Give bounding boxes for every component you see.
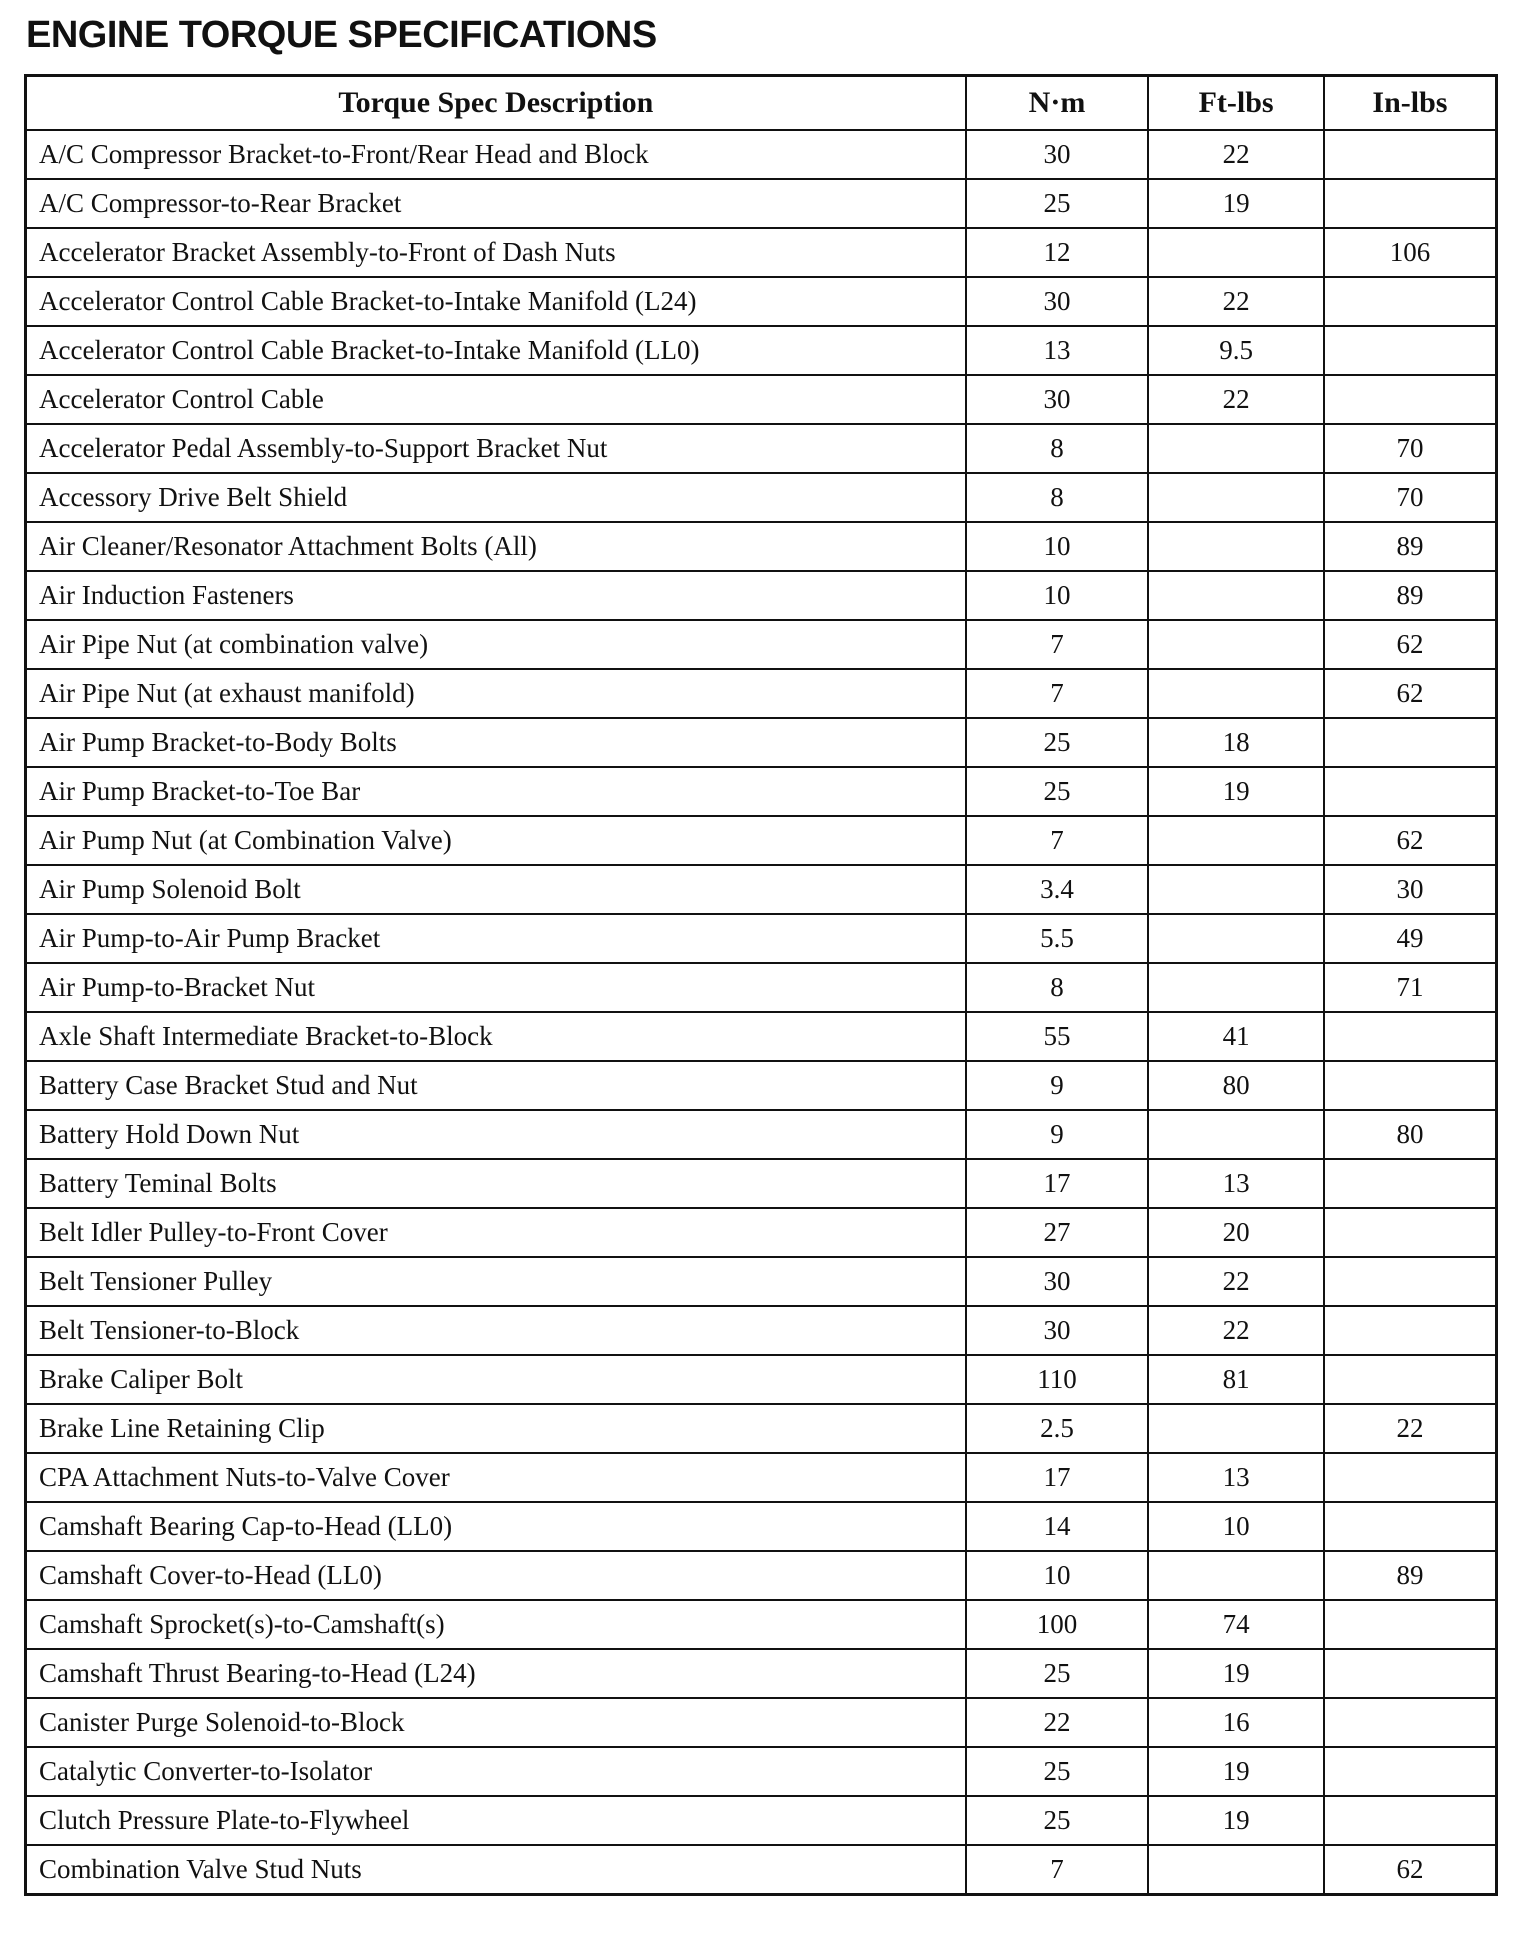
- cell-description: Accelerator Control Cable: [26, 375, 966, 424]
- cell-nm: 25: [966, 767, 1149, 816]
- header-row: [26, 76, 1497, 131]
- table-row: [26, 1306, 1497, 1355]
- cell-description: Camshaft Bearing Cap-to-Head (LL0): [26, 1502, 966, 1551]
- cell-ftlbs: 19: [1148, 1649, 1324, 1698]
- cell-description: Air Pump-to-Bracket Nut: [26, 963, 966, 1012]
- cell-inlbs: [1324, 1061, 1497, 1110]
- header-ftlbs: Ft-lbs: [1148, 76, 1324, 131]
- header-nm: N·m: [966, 76, 1149, 131]
- cell-ftlbs: 80: [1148, 1061, 1324, 1110]
- cell-ftlbs: [1148, 473, 1324, 522]
- cell-description: Accelerator Control Cable Bracket-to-Intake Manifold (LL0): [26, 326, 966, 375]
- cell-nm: 110: [966, 1355, 1149, 1404]
- cell-nm: 17: [966, 1453, 1149, 1502]
- table-row: [26, 228, 1497, 277]
- cell-nm: 10: [966, 522, 1149, 571]
- cell-description: Brake Line Retaining Clip: [26, 1404, 966, 1453]
- cell-description: Air Pipe Nut (at exhaust manifold): [26, 669, 966, 718]
- table-row: [26, 571, 1497, 620]
- cell-description: Belt Tensioner-to-Block: [26, 1306, 966, 1355]
- cell-inlbs: [1324, 718, 1497, 767]
- table-row: [26, 865, 1497, 914]
- page-title: ENGINE TORQUE SPECIFICATIONS: [26, 14, 657, 56]
- cell-nm: 25: [966, 1796, 1149, 1845]
- cell-nm: 5.5: [966, 914, 1149, 963]
- cell-inlbs: [1324, 1306, 1497, 1355]
- table-row: [26, 1600, 1497, 1649]
- cell-inlbs: [1324, 1355, 1497, 1404]
- cell-description: Belt Idler Pulley-to-Front Cover: [26, 1208, 966, 1257]
- table-row: [26, 1159, 1497, 1208]
- cell-inlbs: [1324, 375, 1497, 424]
- cell-ftlbs: 18: [1148, 718, 1324, 767]
- cell-nm: 8: [966, 473, 1149, 522]
- table-row: [26, 914, 1497, 963]
- cell-description: Axle Shaft Intermediate Bracket-to-Block: [26, 1012, 966, 1061]
- cell-ftlbs: 22: [1148, 1257, 1324, 1306]
- cell-description: Air Induction Fasteners: [26, 571, 966, 620]
- cell-nm: 25: [966, 1649, 1149, 1698]
- table-row: [26, 1355, 1497, 1404]
- cell-nm: 10: [966, 1551, 1149, 1600]
- cell-nm: 7: [966, 620, 1149, 669]
- cell-description: Camshaft Sprocket(s)-to-Camshaft(s): [26, 1600, 966, 1649]
- table-row: [26, 1404, 1497, 1453]
- cell-ftlbs: 22: [1148, 375, 1324, 424]
- cell-ftlbs: [1148, 424, 1324, 473]
- cell-description: Air Pipe Nut (at combination valve): [26, 620, 966, 669]
- cell-inlbs: 62: [1324, 816, 1497, 865]
- cell-ftlbs: [1148, 1551, 1324, 1600]
- cell-ftlbs: 22: [1148, 1306, 1324, 1355]
- table-row: [26, 375, 1497, 424]
- cell-nm: 7: [966, 1845, 1149, 1895]
- cell-inlbs: [1324, 1257, 1497, 1306]
- cell-ftlbs: [1148, 228, 1324, 277]
- cell-ftlbs: [1148, 1110, 1324, 1159]
- cell-inlbs: [1324, 1747, 1497, 1796]
- cell-description: Air Pump Bracket-to-Toe Bar: [26, 767, 966, 816]
- cell-ftlbs: 9.5: [1148, 326, 1324, 375]
- cell-ftlbs: 19: [1148, 767, 1324, 816]
- cell-nm: 2.5: [966, 1404, 1149, 1453]
- table-row: [26, 130, 1497, 179]
- table-row: [26, 767, 1497, 816]
- cell-description: Air Pump Bracket-to-Body Bolts: [26, 718, 966, 767]
- table-row: [26, 1649, 1497, 1698]
- cell-ftlbs: [1148, 620, 1324, 669]
- cell-description: Accelerator Pedal Assembly-to-Support Bracket Nut: [26, 424, 966, 473]
- table-row: [26, 326, 1497, 375]
- cell-nm: 100: [966, 1600, 1149, 1649]
- table-row: [26, 1208, 1497, 1257]
- table-row: [26, 1845, 1497, 1895]
- cell-nm: 30: [966, 1257, 1149, 1306]
- cell-nm: 30: [966, 375, 1149, 424]
- table-row: [26, 1747, 1497, 1796]
- cell-description: Clutch Pressure Plate-to-Flywheel: [26, 1796, 966, 1845]
- cell-inlbs: 80: [1324, 1110, 1497, 1159]
- cell-ftlbs: 41: [1148, 1012, 1324, 1061]
- table-row: [26, 1257, 1497, 1306]
- cell-inlbs: 89: [1324, 1551, 1497, 1600]
- cell-nm: 25: [966, 1747, 1149, 1796]
- cell-inlbs: 62: [1324, 669, 1497, 718]
- cell-ftlbs: [1148, 669, 1324, 718]
- cell-nm: 55: [966, 1012, 1149, 1061]
- cell-inlbs: [1324, 1159, 1497, 1208]
- cell-ftlbs: [1148, 1404, 1324, 1453]
- table-row: [26, 620, 1497, 669]
- cell-inlbs: [1324, 1600, 1497, 1649]
- cell-nm: 30: [966, 130, 1149, 179]
- cell-nm: 10: [966, 571, 1149, 620]
- cell-inlbs: 71: [1324, 963, 1497, 1012]
- table-row: [26, 473, 1497, 522]
- cell-nm: 9: [966, 1110, 1149, 1159]
- cell-inlbs: [1324, 1796, 1497, 1845]
- table-row: [26, 1453, 1497, 1502]
- cell-inlbs: 106: [1324, 228, 1497, 277]
- cell-inlbs: [1324, 1012, 1497, 1061]
- cell-description: Accelerator Bracket Assembly-to-Front of Dash Nuts: [26, 228, 966, 277]
- cell-ftlbs: 74: [1148, 1600, 1324, 1649]
- cell-inlbs: [1324, 326, 1497, 375]
- table-row: [26, 277, 1497, 326]
- table-row: [26, 669, 1497, 718]
- cell-ftlbs: 20: [1148, 1208, 1324, 1257]
- cell-inlbs: [1324, 1453, 1497, 1502]
- cell-ftlbs: 16: [1148, 1698, 1324, 1747]
- table-row: [26, 816, 1497, 865]
- cell-inlbs: 22: [1324, 1404, 1497, 1453]
- cell-description: A/C Compressor-to-Rear Bracket: [26, 179, 966, 228]
- cell-description: Canister Purge Solenoid-to-Block: [26, 1698, 966, 1747]
- cell-description: Catalytic Converter-to-Isolator: [26, 1747, 966, 1796]
- table-row: [26, 424, 1497, 473]
- cell-inlbs: [1324, 1649, 1497, 1698]
- cell-inlbs: 30: [1324, 865, 1497, 914]
- header-inlbs: In-lbs: [1324, 76, 1497, 131]
- table-row: [26, 963, 1497, 1012]
- cell-ftlbs: 81: [1148, 1355, 1324, 1404]
- cell-description: Brake Caliper Bolt: [26, 1355, 966, 1404]
- cell-nm: 7: [966, 669, 1149, 718]
- cell-nm: 3.4: [966, 865, 1149, 914]
- cell-inlbs: [1324, 1208, 1497, 1257]
- cell-nm: 25: [966, 718, 1149, 767]
- table-row: [26, 1110, 1497, 1159]
- table-row: [26, 1796, 1497, 1845]
- table-row: [26, 1698, 1497, 1747]
- cell-nm: 25: [966, 179, 1149, 228]
- cell-ftlbs: [1148, 865, 1324, 914]
- cell-inlbs: 89: [1324, 571, 1497, 620]
- table-header: [26, 76, 1497, 131]
- cell-inlbs: 89: [1324, 522, 1497, 571]
- cell-inlbs: [1324, 1698, 1497, 1747]
- cell-inlbs: [1324, 277, 1497, 326]
- cell-ftlbs: 13: [1148, 1453, 1324, 1502]
- cell-description: Battery Hold Down Nut: [26, 1110, 966, 1159]
- header-description: Torque Spec Description: [26, 76, 966, 131]
- cell-description: Air Pump Nut (at Combination Valve): [26, 816, 966, 865]
- cell-ftlbs: [1148, 914, 1324, 963]
- table-row: [26, 1551, 1497, 1600]
- cell-nm: 17: [966, 1159, 1149, 1208]
- cell-inlbs: [1324, 179, 1497, 228]
- cell-description: Air Pump-to-Air Pump Bracket: [26, 914, 966, 963]
- cell-ftlbs: [1148, 963, 1324, 1012]
- cell-description: A/C Compressor Bracket-to-Front/Rear Head and Block: [26, 130, 966, 179]
- cell-ftlbs: 19: [1148, 179, 1324, 228]
- table-row: [26, 718, 1497, 767]
- table-row: [26, 1012, 1497, 1061]
- cell-nm: 22: [966, 1698, 1149, 1747]
- table-row: [26, 522, 1497, 571]
- table-row: [26, 1061, 1497, 1110]
- cell-description: Air Cleaner/Resonator Attachment Bolts (All): [26, 522, 966, 571]
- cell-ftlbs: 19: [1148, 1796, 1324, 1845]
- cell-inlbs: [1324, 130, 1497, 179]
- cell-ftlbs: 19: [1148, 1747, 1324, 1796]
- cell-inlbs: 62: [1324, 620, 1497, 669]
- cell-ftlbs: 10: [1148, 1502, 1324, 1551]
- cell-description: Air Pump Solenoid Bolt: [26, 865, 966, 914]
- cell-ftlbs: [1148, 1845, 1324, 1895]
- cell-nm: 8: [966, 963, 1149, 1012]
- cell-inlbs: 70: [1324, 424, 1497, 473]
- cell-ftlbs: [1148, 816, 1324, 865]
- table-row: [26, 179, 1497, 228]
- torque-spec-table: [24, 74, 1498, 1896]
- cell-description: Combination Valve Stud Nuts: [26, 1845, 966, 1895]
- cell-nm: 8: [966, 424, 1149, 473]
- cell-description: Accessory Drive Belt Shield: [26, 473, 966, 522]
- cell-description: Camshaft Cover-to-Head (LL0): [26, 1551, 966, 1600]
- cell-description: Camshaft Thrust Bearing-to-Head (L24): [26, 1649, 966, 1698]
- cell-nm: 27: [966, 1208, 1149, 1257]
- cell-nm: 14: [966, 1502, 1149, 1551]
- cell-description: Belt Tensioner Pulley: [26, 1257, 966, 1306]
- cell-nm: 7: [966, 816, 1149, 865]
- cell-inlbs: 62: [1324, 1845, 1497, 1895]
- cell-inlbs: 70: [1324, 473, 1497, 522]
- cell-nm: 12: [966, 228, 1149, 277]
- cell-ftlbs: 13: [1148, 1159, 1324, 1208]
- cell-nm: 30: [966, 1306, 1149, 1355]
- cell-ftlbs: 22: [1148, 130, 1324, 179]
- cell-description: Accelerator Control Cable Bracket-to-Intake Manifold (L24): [26, 277, 966, 326]
- cell-description: CPA Attachment Nuts-to-Valve Cover: [26, 1453, 966, 1502]
- cell-description: Battery Case Bracket Stud and Nut: [26, 1061, 966, 1110]
- cell-inlbs: 49: [1324, 914, 1497, 963]
- cell-inlbs: [1324, 767, 1497, 816]
- cell-nm: 30: [966, 277, 1149, 326]
- cell-nm: 9: [966, 1061, 1149, 1110]
- cell-ftlbs: 22: [1148, 277, 1324, 326]
- cell-nm: 13: [966, 326, 1149, 375]
- cell-description: Battery Teminal Bolts: [26, 1159, 966, 1208]
- table-body: [26, 130, 1497, 1895]
- cell-ftlbs: [1148, 571, 1324, 620]
- cell-ftlbs: [1148, 522, 1324, 571]
- table-row: [26, 1502, 1497, 1551]
- cell-inlbs: [1324, 1502, 1497, 1551]
